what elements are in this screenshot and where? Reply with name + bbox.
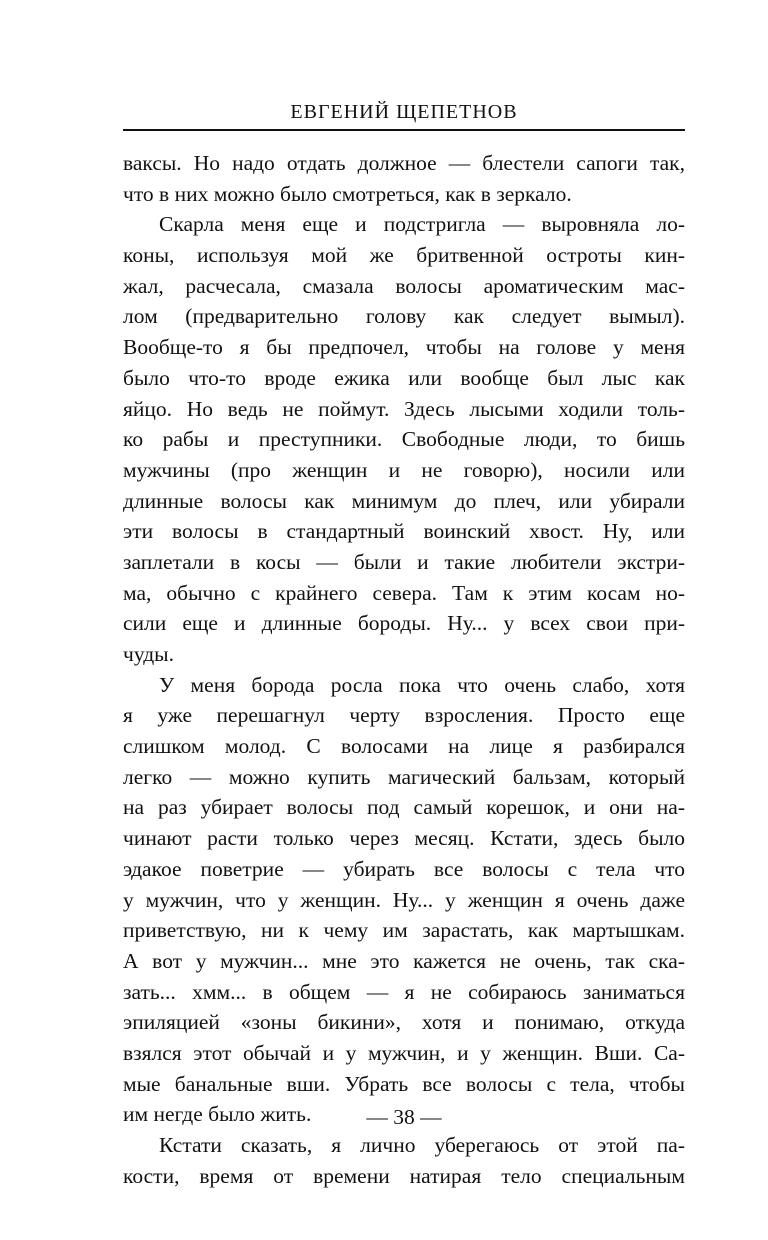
- text-line: заплетали в косы — были и такие любители экстри-: [123, 549, 685, 574]
- text-line: яйцо. Но ведь не поймут. Здесь лысыми ходили толь-: [123, 396, 685, 421]
- text-line: А вот у мужчин... мне это кажется не очень, так ска-: [123, 948, 685, 973]
- text-line: жал, расчесала, смазала волосы ароматическим мас-: [123, 273, 685, 298]
- text-line: эти волосы в стандартный воинский хвост. Ну, или: [123, 519, 685, 544]
- text-line: взялся этот обычай и у мужчин, и у женщин. Вши. Са-: [123, 1040, 685, 1065]
- text-line: Скарла меня еще и подстригла — выровняла ло-: [159, 212, 685, 237]
- text-line: эпиляцией «зоны бикини», хотя и понимаю, откуда: [123, 1010, 685, 1035]
- text-line: ма, обычно с крайнего севера. Там к этим косам но-: [123, 580, 685, 605]
- text-line: я уже перешагнул черту взросления. Просто еще: [123, 703, 685, 728]
- text-line: у мужчин, что у женщин. Ну... у женщин я очень даже: [123, 887, 685, 912]
- text-line: чинают расти только через месяц. Кстати, здесь было: [123, 826, 685, 851]
- text-line: сили еще и длинные бороды. Ну... у всех свои при-: [123, 611, 685, 636]
- text-line: мые банальные вши. Убрать все волосы с тела, чтобы: [123, 1071, 685, 1096]
- text-line: им негде было жить.: [123, 1102, 312, 1127]
- text-line: коны, используя мой же бритвенной остроты кин-: [123, 243, 685, 268]
- text-line: ваксы. Но надо отдать должное — блестели сапоги так,: [123, 151, 685, 175]
- text-line: чуды.: [123, 642, 174, 666]
- header-rule: [123, 129, 685, 131]
- text-line: ко рабы и преступники. Свободные люди, то бишь: [123, 427, 685, 452]
- text-line: мужчины (про женщин и не говорю), носили или: [123, 457, 685, 482]
- text-line: кости, время от времени натирая тело специальным: [123, 1163, 685, 1188]
- text-line: легко — можно купить магический бальзам, который: [123, 764, 685, 789]
- running-head: ЕВГЕНИЙ ЩЕПЕТНОВ: [290, 101, 518, 123]
- body-text: [123, 148, 685, 1191]
- text-line: зать... хмм... в общем — я не собираюсь заниматься: [123, 979, 685, 1004]
- text-line: Вообще-то я бы предпочел, чтобы на голове у меня: [123, 335, 685, 360]
- text-line: длинные волосы как минимум до плеч, или убирали: [123, 488, 685, 513]
- text-line: что в них можно было смотреться, как в зеркало.: [123, 181, 572, 206]
- text-line: приветствую, ни к чему им зарастать, как мартышкам.: [123, 918, 685, 943]
- text-line: на раз убирает волосы под самый корешок, и они на-: [123, 795, 685, 820]
- text-line: лом (предварительно голову как следует вымыл).: [123, 304, 685, 329]
- text-line: эдакое поветрие — убирать все волосы с тела что: [123, 856, 685, 881]
- text-line: У меня борода росла пока что очень слабо, хотя: [159, 672, 685, 697]
- page-number: — 38 —: [366, 1105, 442, 1129]
- text-line: слишком молод. С волосами на лице я разбирался: [123, 734, 685, 759]
- text-line: было что-то вроде ежика или вообще был лыс как: [123, 365, 685, 390]
- text-line: Кстати сказать, я лично уберегаюсь от этой па-: [159, 1133, 685, 1157]
